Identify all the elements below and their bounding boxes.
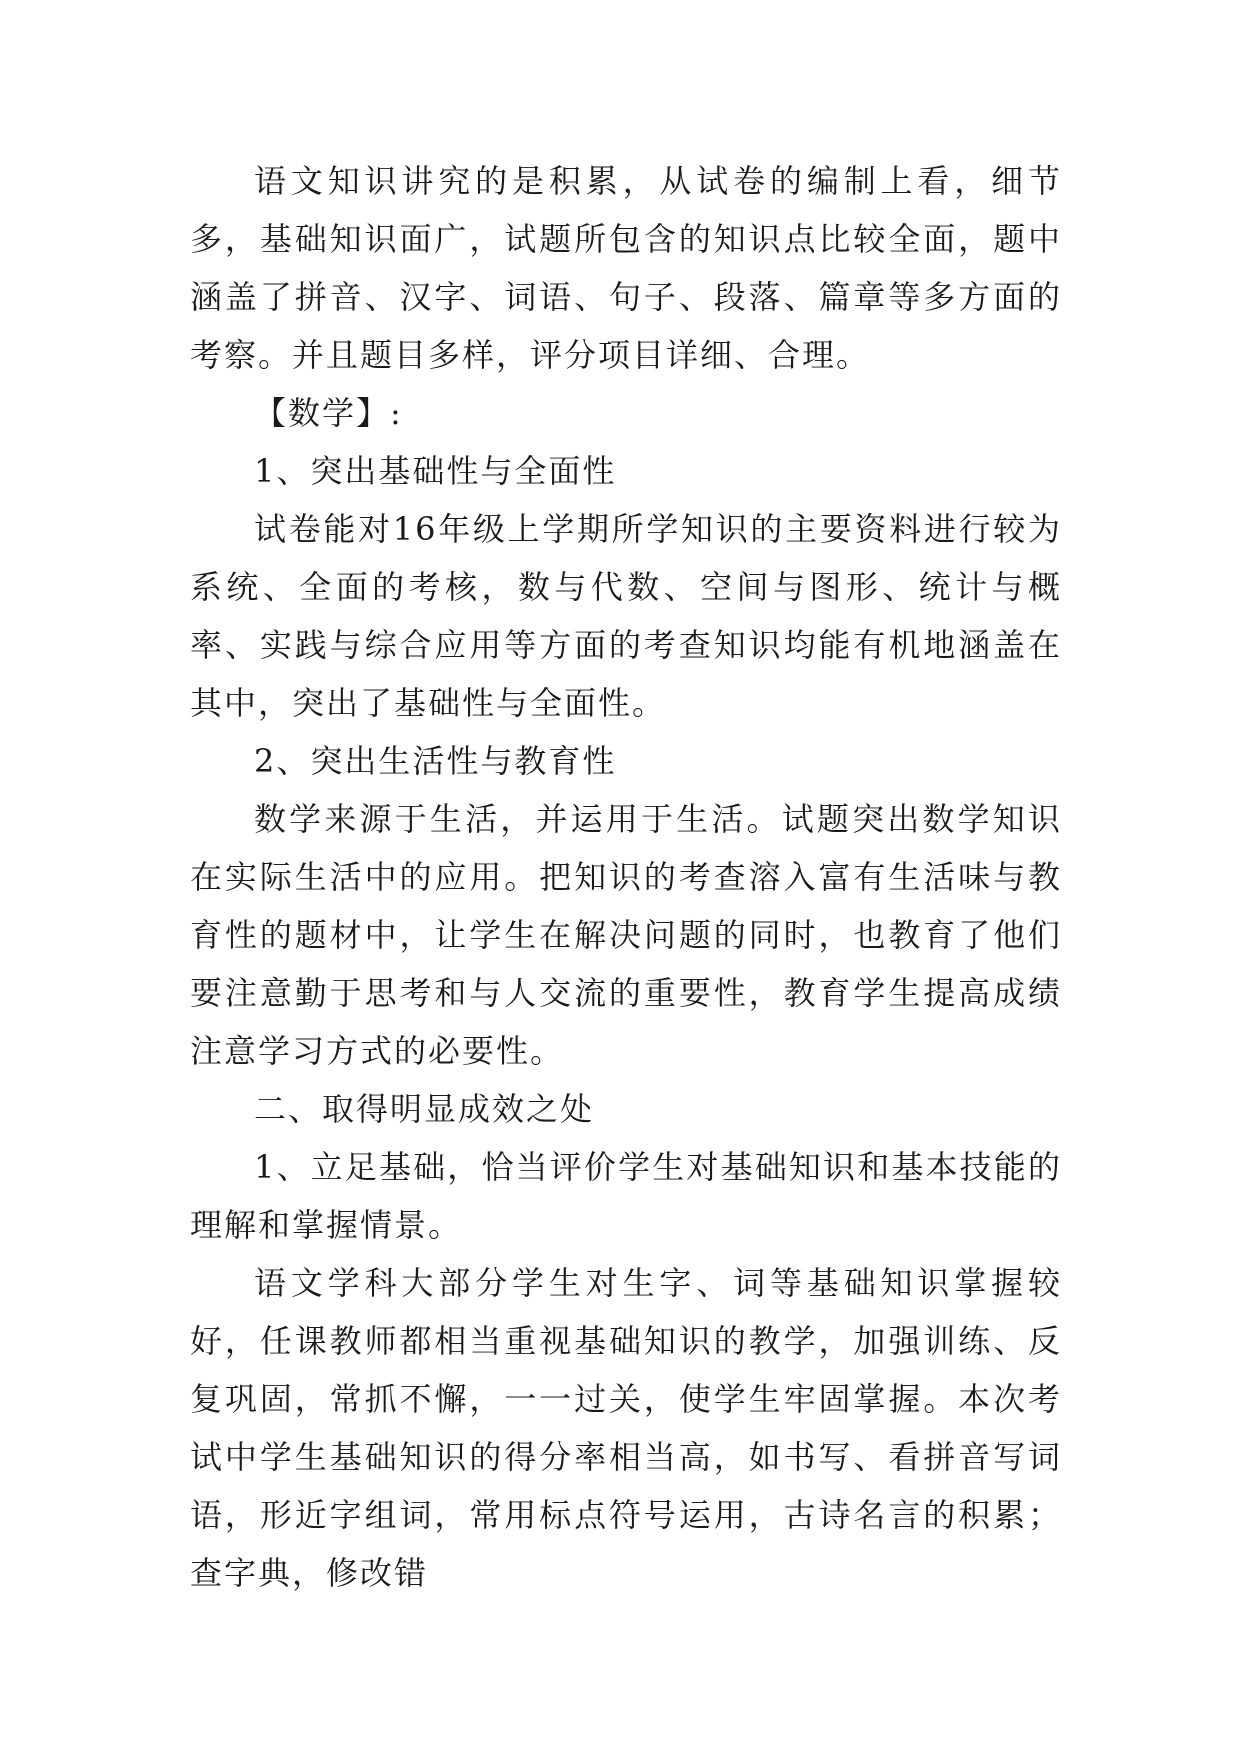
paragraph-math-basics: 试卷能对16年级上学期所学知识的主要资料进行较为系统、全面的考核，数与代数、空间与图形、统计与概率、实践与综合应用等方面的考查知识均能有机地涵盖在其中，突出了基础性与全面性。 (190, 510, 1062, 722)
subheading-basics: 1、突出基础性与全面性 (254, 452, 617, 490)
paragraph-foundation: 1、立足基础，恰当评价学生对基础知识和基本技能的理解和掌握情景。 (190, 1148, 1062, 1244)
section-heading-achievements: 二、取得明显成效之处 (254, 1090, 595, 1128)
section-heading-math: 【数学】: (254, 394, 403, 432)
paragraph-chinese-foundation: 语文学科大部分学生对生字、词等基础知识掌握较好，任课教师都相当重视基础知识的教学，加强训练、反复巩固，常抓不懈，一一过关，使学生牢固掌握。本次考试中学生基础知识的得分率相当高，如书写、看拼音写词语，形近字组词，常用标点符号运用，古诗名言的积累；查字典，修改错 (190, 1264, 1062, 1592)
document-body (190, 152, 1062, 1602)
paragraph-math-life: 数学来源于生活，并运用于生活。试题突出数学知识在实际生活中的应用。把知识的考查溶入富有生活味与教育性的题材中，让学生在解决问题的同时，也教育了他们要注意勤于思考和与人交流的重要性，教育学生提高成绩注意学习方式的必要性。 (190, 800, 1062, 1070)
subheading-life-education: 2、突出生活性与教育性 (254, 742, 617, 780)
paragraph-chinese-summary: 语文知识讲究的是积累，从试卷的编制上看，细节多，基础知识面广，试题所包含的知识点比较全面，题中涵盖了拼音、汉字、词语、句子、段落、篇章等多方面的考察。并且题目多样，评分项目详细、合理。 (190, 162, 1062, 374)
